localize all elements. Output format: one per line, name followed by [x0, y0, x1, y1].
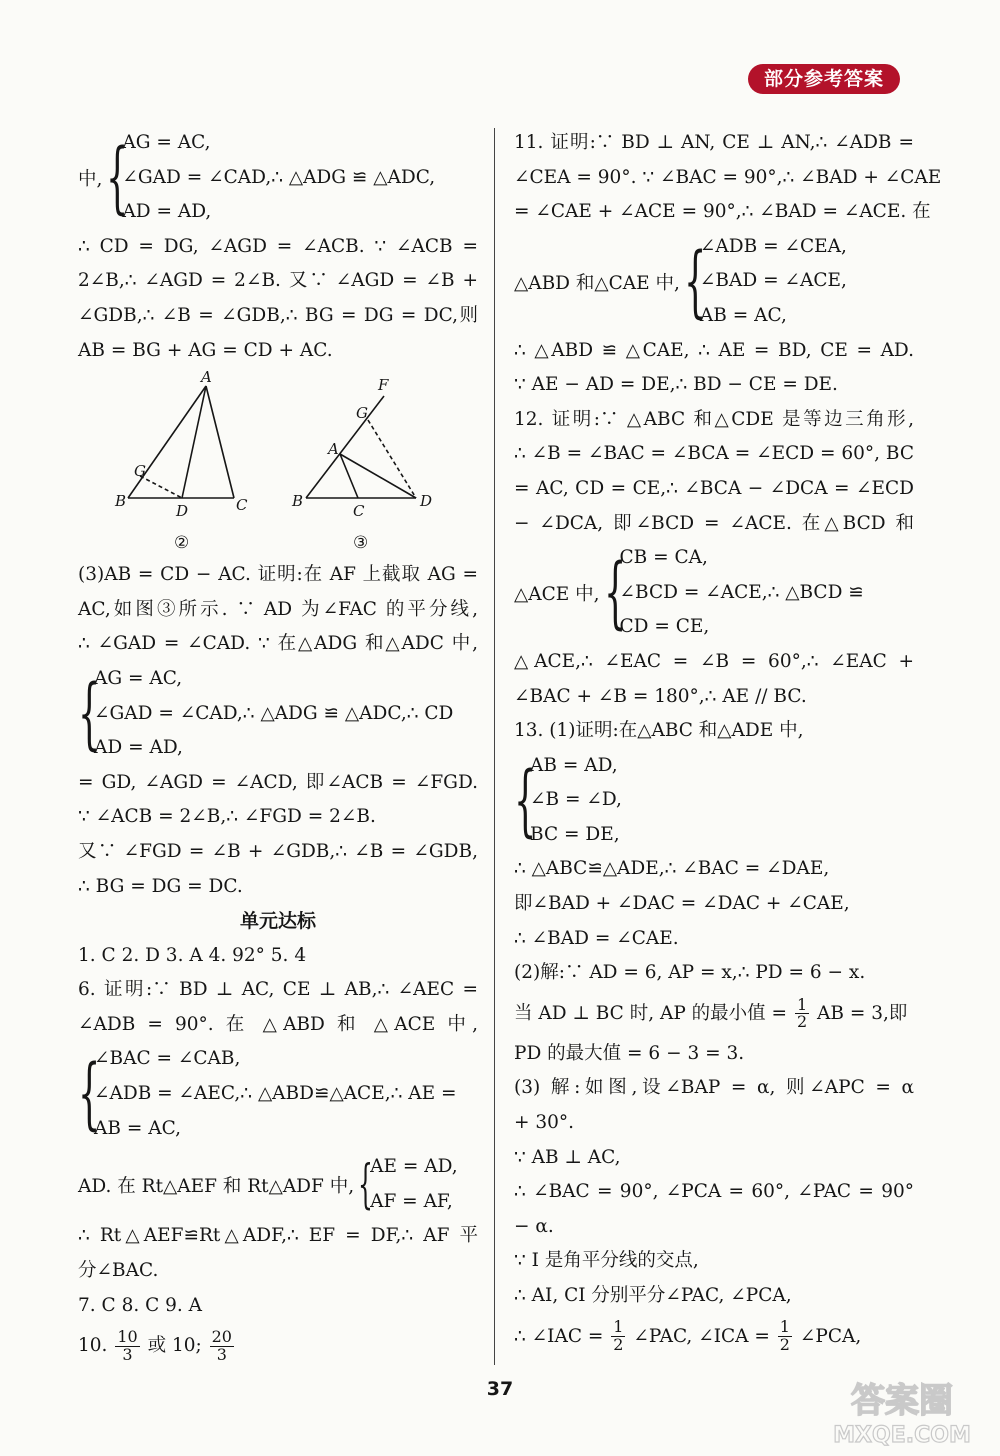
fig3-label-c: C — [353, 502, 365, 521]
fig3-dashed-gd — [368, 420, 416, 498]
system-prefix: △ACE 中, — [514, 584, 600, 606]
text-line: 12. 证明:∵ △ABC 和△CDE 是等边三角形, — [514, 408, 914, 430]
numerator: 1 — [796, 994, 808, 1014]
left-brace-icon: { — [78, 1049, 101, 1140]
text-line: AC,如图③所示. ∵ AD 为∠FAC 的平分线, — [78, 598, 478, 620]
text-line: − α. — [514, 1215, 554, 1237]
equation-system-3 — [514, 749, 914, 853]
left-brace-icon: { — [106, 132, 129, 223]
section-badge: 部分参考答案 — [748, 64, 900, 94]
text-line: ∴ BG = DG = DC. — [78, 875, 243, 897]
text-line: ∠BAC + ∠B = 180°,∴ AE // BC. — [514, 685, 807, 707]
fraction — [611, 1319, 625, 1354]
text-line: 又∵ ∠FGD = ∠B + ∠GDB,∴ ∠B = ∠GDB, — [78, 840, 478, 862]
denominator: 2 — [613, 1335, 624, 1355]
system-line: ∠BAD = ∠ACE, — [699, 270, 847, 292]
answer-10-prefix: 10. — [78, 1335, 108, 1357]
text-line: 分∠BAC. — [78, 1260, 159, 1282]
text-line: ∠GDB,∴ ∠B = ∠GDB,∴ BG = DG = DC,则 — [78, 304, 478, 326]
system-line: CB = CA, — [619, 547, 708, 569]
system-line: AB = AC, — [699, 304, 787, 326]
fig3-label-g: G — [356, 404, 368, 423]
fig3-caption: ③ — [353, 533, 369, 554]
fig3-label-f: F — [378, 376, 389, 395]
system-prefix: AD. 在 Rt△AEF 和 Rt△ADF 中, — [78, 1175, 355, 1197]
system-line: AD = AD, — [94, 737, 183, 759]
text-segment: AB = 3,即 — [817, 1002, 908, 1024]
fig2-label-g: G — [134, 462, 146, 481]
text-line: 11. 证明:∵ BD ⊥ AN, CE ⊥ AN,∴ ∠ADB = — [514, 132, 914, 153]
answer-line: 1. C 2. D 3. A 4. 92° 5. 4 — [78, 944, 307, 966]
text-line: (2)解:∵ AD = 6, AP = x,∴ PD = 6 − x. — [514, 962, 866, 984]
fraction — [778, 1319, 792, 1354]
fig3-label-d: D — [420, 492, 433, 511]
text-line-with-fraction — [514, 991, 914, 1037]
fig2-label-b: B — [115, 492, 127, 511]
text-line: = ∠CAE + ∠ACE = 90°,∴ ∠BAD = ∠ACE. 在 — [514, 201, 931, 223]
left-brace-icon: { — [358, 1154, 374, 1215]
system-line: BC = DE, — [530, 823, 620, 845]
answer-10 — [78, 1323, 478, 1369]
text-line: (3)AB = CD − AC. 证明:在 AF 上截取 AG = — [78, 564, 478, 586]
fig3-ray-bf — [306, 396, 384, 498]
fig2-caption: ② — [174, 533, 190, 554]
text-line: = GD, ∠AGD = ∠ACD, 即∠ACB = ∠FGD. — [78, 771, 478, 793]
text-line: ∠CEA = 90°. ∵ ∠BAC = 90°,∴ ∠BAD + ∠CAE — [514, 166, 942, 188]
text-line: = AC, CD = CE,∴ ∠BCA − ∠DCA = ∠ECD — [514, 477, 914, 499]
text-line: ∠ADB = 90°. 在 △ABD 和 △ACE 中, — [78, 1013, 478, 1035]
system-prefix: 中, — [78, 168, 103, 190]
text-line: PD 的最大值 = 6 − 3 = 3. — [514, 1042, 745, 1064]
system-line: AE = AD, — [370, 1156, 458, 1178]
text-line: ∴ ∠GAD = ∠CAD. ∵ 在△ADG 和△ADC 中, — [78, 633, 478, 655]
text-segment: 当 AD ⊥ BC 时, AP 的最小值 = — [514, 1002, 788, 1024]
fig3-label-b: B — [292, 492, 304, 511]
text-line: AB = BG + AG = CD + AC. — [78, 339, 333, 361]
text-segment: ∠PAC, ∠ICA = — [633, 1325, 770, 1347]
right-column — [514, 126, 942, 1360]
text-line: ∴ AI, CI 分别平分∠PAC, ∠PCA, — [514, 1285, 792, 1306]
fig2-side-ac — [206, 386, 234, 498]
left-brace-icon: { — [603, 548, 626, 639]
equation-system-3 — [78, 1042, 478, 1146]
text-segment: ∴ ∠IAC = — [514, 1325, 604, 1347]
fig2-label-d: D — [176, 502, 189, 521]
fraction — [795, 994, 809, 1032]
denominator: 2 — [779, 1335, 790, 1355]
text-line: ∴ CD = DG, ∠AGD = ∠ACB. ∵ ∠ACB = — [78, 235, 478, 257]
system-line: AG = AC, — [122, 132, 211, 153]
system-line: ∠BCD = ∠ACE,∴ △BCD ≌ — [619, 581, 864, 603]
text-line: ∴ ∠B = ∠BAC = ∠BCA = ∠ECD = 60°, BC — [514, 443, 914, 465]
text-line: ∴ ∠BAD = ∠CAE. — [514, 927, 679, 949]
fig2-dashed-gd — [140, 476, 182, 498]
answer-line: 7. C 8. C 9. A — [78, 1294, 203, 1316]
system-line: AB = AC, — [94, 1117, 181, 1139]
equation-system-1 — [514, 230, 914, 334]
equation-system-2 — [78, 662, 478, 766]
text-line: △ACE,∴ ∠EAC = ∠B = 60°,∴ ∠EAC + — [514, 650, 914, 672]
equation-system-1 — [78, 126, 478, 230]
column-divider — [494, 128, 495, 1365]
equation-system-4 — [78, 1150, 478, 1219]
numerator: 1 — [613, 1317, 624, 1337]
text-line: 2∠B,∴ ∠AGD = 2∠B. 又∵ ∠AGD = ∠B + — [78, 270, 478, 292]
fig2-label-a: A — [201, 368, 212, 387]
system-line: AF = AF, — [370, 1190, 453, 1212]
denominator: 3 — [216, 1344, 227, 1364]
text-line: ∵ ∠ACB = 2∠B,∴ ∠FGD = 2∠B. — [78, 806, 376, 828]
numerator: 20 — [211, 1326, 232, 1346]
left-brace-icon: { — [514, 755, 537, 846]
page-number: 37 — [486, 1378, 514, 1400]
system-line: ∠ADB = ∠CEA, — [699, 235, 847, 257]
left-brace-icon: { — [683, 236, 707, 327]
text-line: ∴ ∠BAC = 90°, ∠PCA = 60°, ∠PAC = 90° — [514, 1181, 914, 1203]
system-line: ∠BAC = ∠CAB, — [94, 1048, 241, 1070]
system-line: AD = AD, — [122, 201, 212, 223]
text-line: 6. 证明:∵ BD ⊥ AC, CE ⊥ AB,∴ ∠AEC = — [78, 979, 478, 1001]
left-brace-icon: { — [78, 668, 101, 759]
system-line: CD = CE, — [619, 616, 710, 638]
text-segment: ∠PCA, — [799, 1325, 862, 1347]
denominator: 3 — [122, 1344, 133, 1364]
system-line: ∠B = ∠D, — [530, 789, 622, 811]
watermark-text: 答案圈 — [851, 1381, 953, 1421]
system-line: ∠GAD = ∠CAD,∴ △ADG ≌ △ADC,∴ CD — [94, 702, 454, 724]
numerator: 1 — [779, 1317, 790, 1337]
equation-system-2 — [514, 541, 914, 645]
watermark-logo — [832, 1370, 972, 1448]
section-heading: 单元达标 — [239, 910, 316, 933]
geometry-figures — [78, 368, 478, 558]
system-line: AG = AC, — [94, 667, 183, 689]
text-line: ∵ AB ⊥ AC, — [514, 1146, 621, 1168]
system-line: ∠GAD = ∠CAD,∴ △ADG ≌ △ADC, — [122, 166, 436, 188]
text-line: ∴ △ABD ≌ △CAE, ∴ AE = BD, CE = AD. — [514, 339, 914, 361]
fraction — [210, 1326, 234, 1364]
text-line: ∵ I 是角平分线的交点, — [514, 1250, 699, 1272]
text-line: 即∠BAD + ∠DAC = ∠DAC + ∠CAE, — [514, 893, 850, 915]
text-line: + 30°. — [514, 1112, 575, 1134]
fraction — [115, 1326, 139, 1364]
fig2-label-c: C — [236, 496, 248, 515]
text-line: ∴ △ABC≌△ADE,∴ ∠BAC = ∠DAE, — [514, 858, 830, 880]
fig3-segment-ad — [340, 454, 416, 498]
answer-10-mid: 或 10; — [147, 1335, 202, 1357]
denominator: 2 — [796, 1012, 808, 1032]
system-line: ∠ADB = ∠AEC,∴ △ABD≌△ACE,∴ AE = — [94, 1083, 457, 1105]
system-line: AB = AD, — [530, 754, 618, 776]
watermark-url: MXQE.COM — [833, 1423, 971, 1448]
text-line-with-fraction — [514, 1314, 914, 1360]
left-column — [78, 126, 478, 1369]
text-line: 13. (1)证明:在△ABC 和△ADE 中, — [514, 720, 804, 742]
text-line: (3) 解:如图,设∠BAP = α, 则∠APC = α — [514, 1077, 914, 1099]
text-line: ∵ AE − AD = DE,∴ BD − CE = DE. — [514, 374, 838, 396]
text-line: − ∠DCA, 即∠BCD = ∠ACE. 在△BCD 和 — [514, 512, 914, 534]
fig3-label-a: A — [328, 440, 339, 459]
fig3-segment-ac — [340, 454, 358, 498]
numerator: 10 — [117, 1326, 138, 1346]
system-prefix: △ABD 和△CAE 中, — [514, 272, 680, 294]
text-line: ∴ Rt△AEF≌Rt△ADF,∴ EF = DF,∴ AF 平 — [78, 1225, 478, 1247]
figures — [78, 368, 478, 558]
